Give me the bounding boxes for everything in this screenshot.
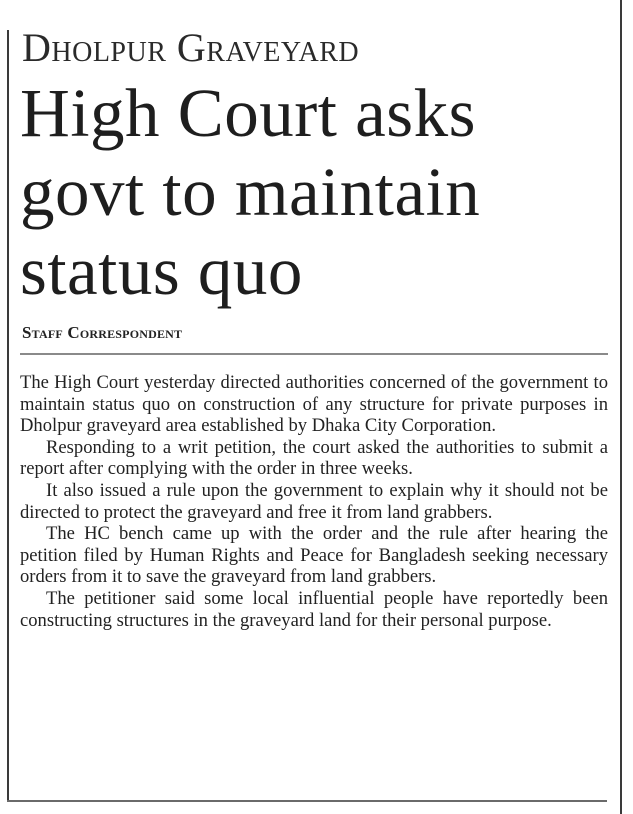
article-body [20,372,608,631]
article-paragraph: Responding to a writ petition, the court asked the authorities to submit a report after complying with the order in three weeks. [20,436,608,480]
article-paragraph: The petitioner said some local influential people have reportedly been constructing structures in the graveyard land for their personal purpose. [20,587,608,631]
article-kicker: Dholpur Graveyard [22,25,360,70]
byline-divider [20,353,608,355]
column-rule-left [7,30,9,800]
column-rule-right [620,0,622,814]
article-headline: High Court asks govt to maintain status quo [20,75,481,309]
column-rule-bottom [7,800,607,802]
article-paragraph: The HC bench came up with the order and the rule after hearing the petition filed by Human Rights and Peace for Bangladesh seeking necessary orders from it to save the graveyard from land grabbers. [20,523,608,588]
article-paragraph: The High Court yesterday directed authorities concerned of the government to maintain status quo on construction of any structure for private purposes in Dholpur graveyard area established by Dhaka City Corporation. [20,372,608,437]
article-byline: Staff Correspondent [22,323,183,342]
article-paragraph: It also issued a rule upon the government to explain why it should not be directed to protect the graveyard and free it from land grabbers. [20,479,608,523]
